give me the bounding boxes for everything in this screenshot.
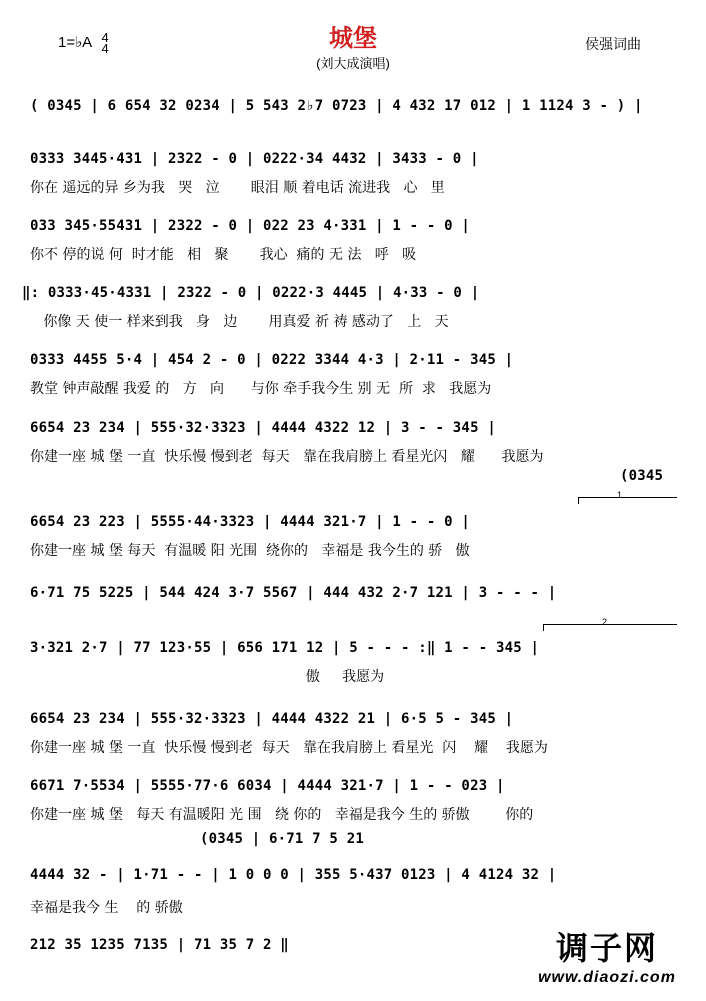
lyrics-line: 你在 遥远的异 乡为我 哭 泣 眼泪 顺 着电话 流进我 心 里 <box>30 180 445 196</box>
time-top: 4 <box>101 30 109 45</box>
volta-bracket-1 <box>578 490 677 504</box>
lyrics-line: 你建一座 城 堡 一直 快乐慢 慢到老 每天 靠在我肩膀上 看星光闪 耀 我愿为 <box>30 449 544 465</box>
repeat-intro-2: (0345 | 6·71 7 5 21 <box>200 831 364 847</box>
composer-credit: 侯强词曲 <box>585 36 641 52</box>
lyrics-line: 傲 我愿为 <box>30 669 385 685</box>
watermark-brand: 调子网 <box>555 929 658 967</box>
singer-credit: (刘大成演唱) <box>316 56 390 71</box>
notation-line: 0333 3445·431 | 2322 - 0 | 0222·34 4432 | 3433 - 0 | <box>30 151 479 167</box>
notation-line: 033 345·55431 | 2322 - 0 | 022 23 4·331 | 1 - - 0 | <box>30 218 471 234</box>
song-title: 城堡 <box>329 25 377 52</box>
volta-bracket-2 <box>543 617 677 631</box>
lyrics-line: 教堂 钟声敲醒 我爱 的 方 向 与你 牵手我今生 别 无 所 求 我愿为 <box>30 381 492 397</box>
lyrics-line: 你建一座 城 堡 一直 快乐慢 慢到老 每天 靠在我肩膀上 看星光 闪 耀 我愿为 <box>30 740 548 756</box>
lyrics-line: 你像 天 使一 样来到我 身 边 用真爱 祈 祷 感动了 上 天 <box>30 314 449 330</box>
site-watermark <box>512 923 702 987</box>
lyrics-line: 幸福是我今 生 的 骄傲 <box>30 900 183 916</box>
notation-line: ( 0345 | 6 654 32 0234 | 5 543 2♭7 0723 | 4 432 17 012 | 1 1124 3 - ) | <box>30 98 643 114</box>
notation-line: 6654 23 223 | 5555·44·3323 | 4444 321·7 | 1 - - 0 | <box>30 514 471 530</box>
watermark-url: www.diaozi.com <box>538 969 676 986</box>
lyrics-line: 你不 停的说 何 时才能 相 聚 我心 痛的 无 法 呼 吸 <box>30 247 417 263</box>
repeat-intro: (0345 <box>620 468 664 484</box>
notation-line: 6654 23 234 | 555·32·3323 | 4444 4322 21 | 6·5 5 - 345 | <box>30 711 514 727</box>
volta-1-label: 1 <box>617 490 623 500</box>
notation-line: 6671 7·5534 | 5555·77·6 6034 | 4444 321·7 | 1 - - 023 | <box>30 778 505 794</box>
lyrics-line: 你建一座 城 堡 每天 有温暖 阳 光围 绕你的 幸福是 我今生的 骄 傲 <box>30 543 470 559</box>
notation-line: 6·71 75 5225 | 544 424 3·7 5567 | 444 432 2·7 121 | 3 - - - | <box>30 585 557 601</box>
time-bottom: 4 <box>101 41 109 56</box>
notation-line: 4444 32 - | 1·71 - - | 1 0 0 0 | 355 5·437 0123 | 4 4124 32 | <box>30 867 557 883</box>
notation-line: ‖: 0333·45·4331 | 2322 - 0 | 0222·3 4445 | 4·33 - 0 | <box>22 285 480 301</box>
notation-line: 3·321 2·7 | 77 123·55 | 656 171 12 | 5 - - - :‖ 1 - - 345 | <box>30 640 540 656</box>
notation-line: 212 35 1235 7135 | 71 35 7 2 ‖ <box>30 937 289 953</box>
lyrics-line: 你建一座 城 堡 每天 有温暖阳 光 围 绕 你的 幸福是我今 生的 骄傲 你的 <box>30 807 534 823</box>
notation-line: 6654 23 234 | 555·32·3323 | 4444 4322 12 | 3 - - 345 | <box>30 420 496 436</box>
notation-line: 0333 4455 5·4 | 454 2 - 0 | 0222 3344 4·3 | 2·11 - 345 | <box>30 352 514 368</box>
volta-2-label: 2 <box>602 617 608 627</box>
key-text: 1=♭A <box>58 34 92 51</box>
